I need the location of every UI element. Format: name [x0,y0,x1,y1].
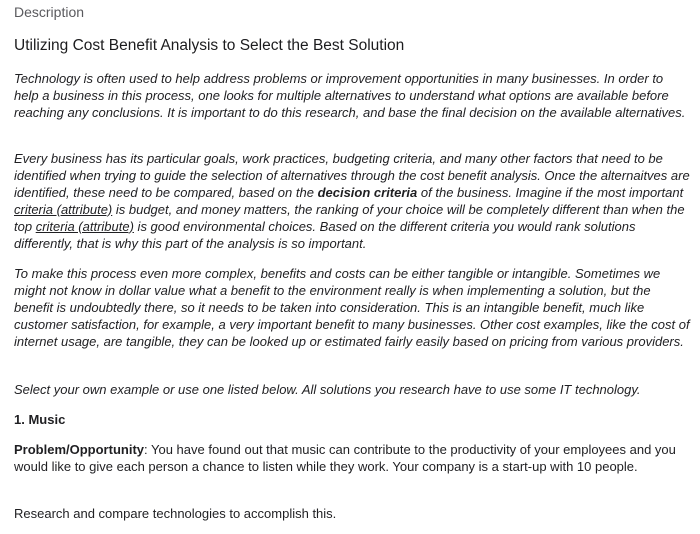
page-title: Utilizing Cost Benefit Analysis to Select the Best Solution [14,37,405,54]
criteria-text-4: is good environmental choices. Based on the different criteria you would rank solutions differently, that is why this part of the analysis is so important. [14,218,636,251]
section-label: Description [14,4,85,20]
problem-opportunity-text: : You have found out that music can contribute to the productivity of your employees and you would like to give each person a chance to listen while they work. Your company is a start-up with 10 people. [14,442,676,474]
criteria-text-2: of the business. Imagine if the most important [417,184,684,200]
criteria-attribute-link-1[interactable]: criteria (attribute) [14,201,113,217]
problem-opportunity-paragraph [14,442,690,476]
problem-opportunity-label: Problem/Opportunity [14,442,144,457]
criteria-paragraph [14,151,690,252]
intro-paragraph: Technology is often used to help address problems or improvement opportunities in many businesses. In order to help a business in this process, one looks for multiple alternatives to understand what options are available before reaching any conclusions. It is important to do this research, and base the final decision on the available alternatives. [14,71,686,120]
criteria-attribute-link-2[interactable]: criteria (attribute) [35,218,134,234]
example-heading-music: 1. Music [14,412,66,427]
criteria-text-3: is budget, and money matters, the ranking of your choice will be completely different than when the top [14,201,685,234]
research-instruction: Research and compare technologies to accomplish this. [14,506,337,521]
decision-criteria-term: decision criteria [317,184,418,200]
criteria-text-1: Every business has its particular goals, work practices, budgeting criteria, and many other factors that need to be identified when trying to guide the selection of alternatives through the cost benefit analysis. Once the alternaitves are identified, these need to be compared, based on the [14,151,690,200]
select-example-paragraph: Select your own example or use one listed below. All solutions you research have to use some IT technology. [14,382,641,397]
tangible-paragraph: To make this process even more complex, benefits and costs can be either tangible or intangible. Sometimes we might not know in dollar value what a benefit to the environment really is when implementing a solution, but the benefit is undoubtedly there, so it needs to be taken into consideration. This is an intangible benefit, much like customer satisfaction, for example, a very important benefit to many businesses. Other cost examples, like the cost of internet usage, are tangible, they can be looked up or estimated fairly easily based on pricing from various providers. [14,266,690,349]
